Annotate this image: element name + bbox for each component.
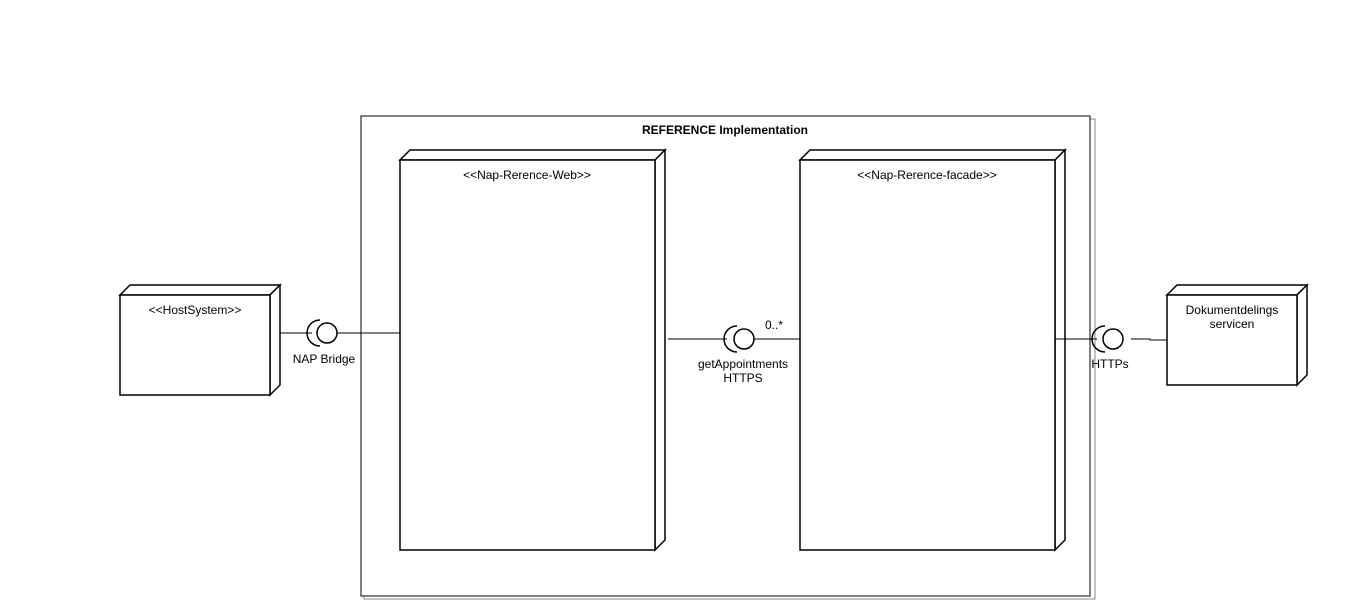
nap-bridge-lollipop: [317, 323, 337, 343]
https-to-dokument-line: [1131, 339, 1167, 340]
host-system-label: <<HostSystem>>: [148, 303, 242, 317]
nap-rerence-web-node[interactable]: [400, 150, 665, 550]
get-appointments-multiplicity: 0..*: [764, 318, 784, 332]
container-title: REFERENCE Implementation: [641, 123, 809, 137]
get-appointments-label-line2: HTTPS: [723, 371, 763, 385]
nap-rerence-facade-node[interactable]: [800, 150, 1065, 550]
dokument-label-line2: servicen: [1209, 317, 1255, 331]
host-system-node[interactable]: [120, 285, 280, 395]
web-node-label: <<Nap-Rerence-Web>>: [463, 168, 591, 182]
get-appointments-lollipop: [734, 329, 754, 349]
nap-bridge-label: NAP Bridge: [292, 352, 356, 366]
dokument-label-line1: Dokumentdelings: [1185, 303, 1279, 317]
https-lollipop: [1103, 329, 1123, 349]
dokumentdelings-servicen-node[interactable]: [1167, 285, 1307, 385]
facade-node-label: <<Nap-Rerence-facade>>: [857, 168, 997, 182]
get-appointments-label-line1: getAppointments: [697, 357, 789, 371]
https-label: HTTPs: [1091, 357, 1129, 371]
